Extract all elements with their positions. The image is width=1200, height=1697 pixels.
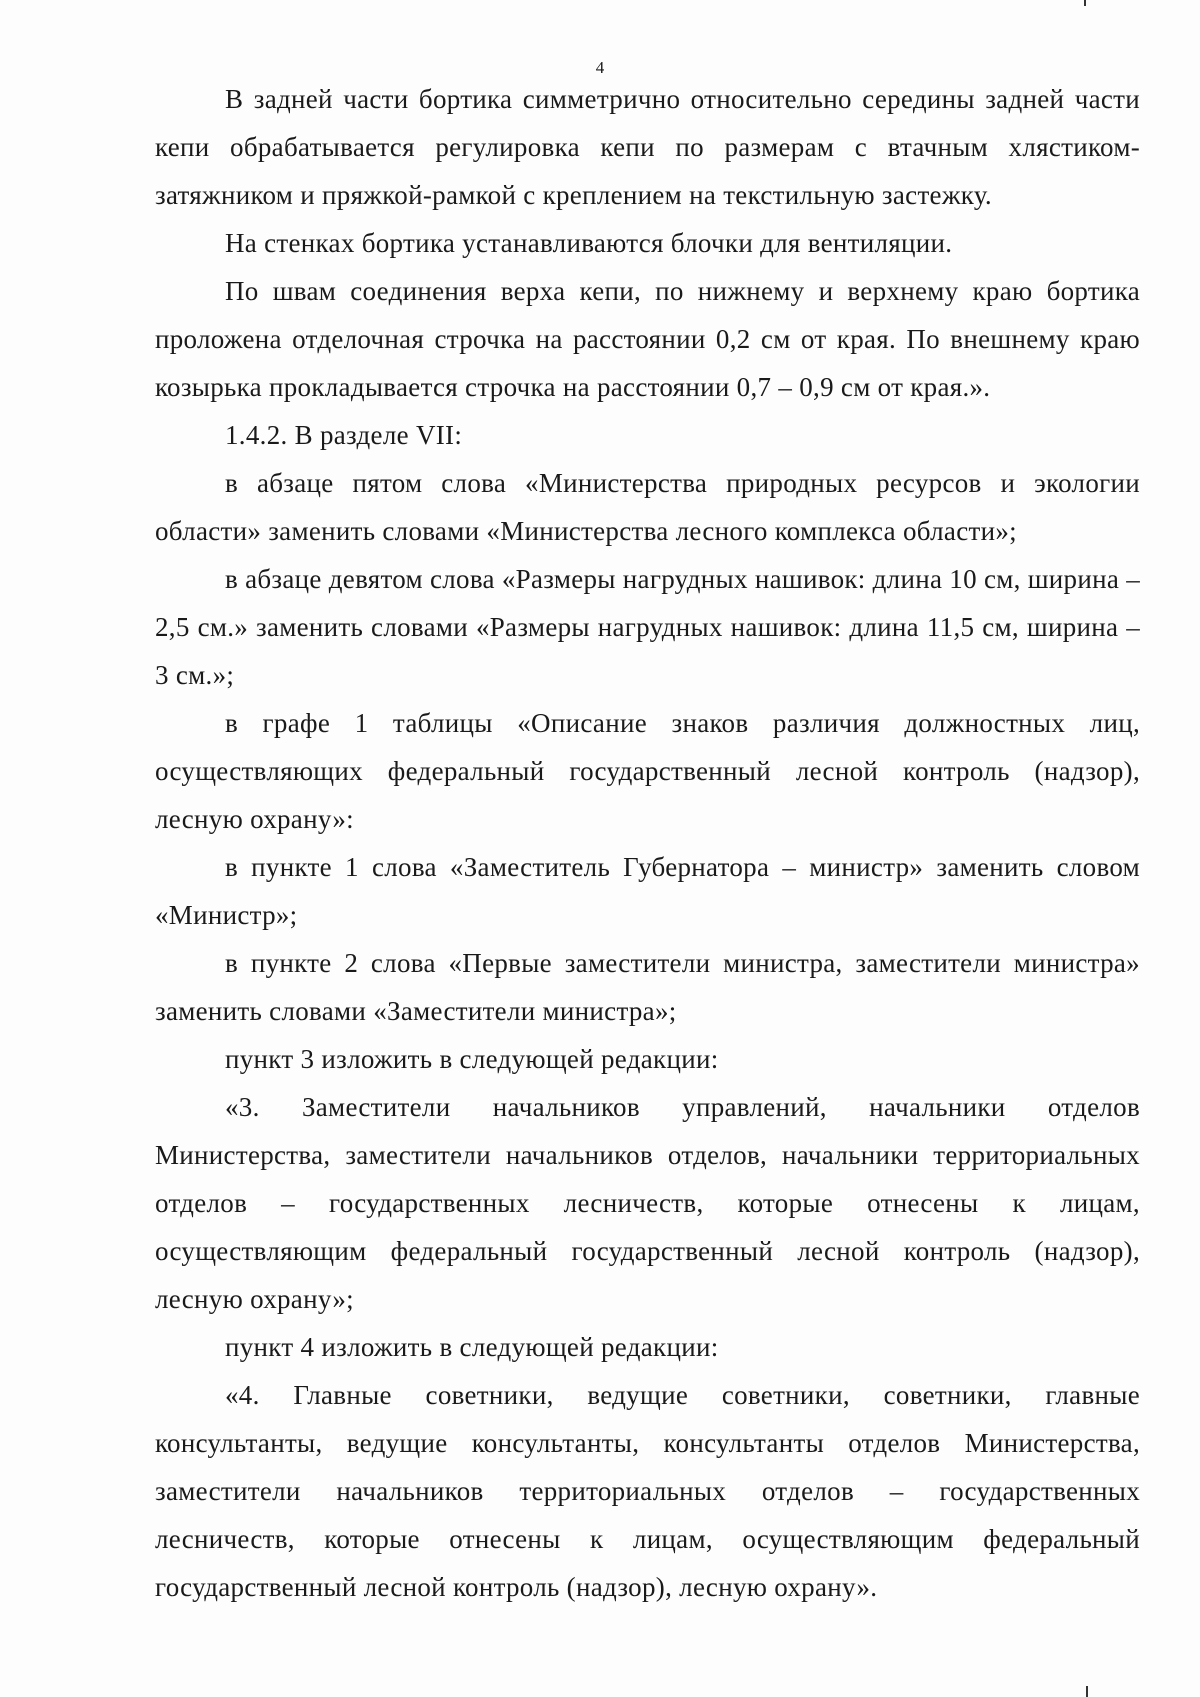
document-body (155, 75, 1140, 1611)
paragraph-stitching: По швам соединения верха кепи, по нижнему и верхнему краю бортика проложена отделочная строчка на расстоянии 0,2 см от края. По внешнему краю козырька прокладывается строчка на расстоянии 0,7 – 0,9 см от края.». (155, 276, 1140, 402)
page-number: 4 (595, 58, 605, 77)
scan-mark-bottom-right (1086, 1686, 1088, 1697)
paragraph-item-2: в пункте 2 слова «Первые заместители министра, заместители министра» заменить словами «Заместители министра»; (155, 948, 1140, 1026)
scan-mark-top-right (1084, 0, 1086, 6)
paragraph-item-4-intro: пункт 4 изложить в следующей редакции: (225, 1332, 719, 1362)
paragraph-item-3-intro: пункт 3 изложить в следующей редакции: (225, 1044, 719, 1074)
paragraph-amendment-5: в абзаце пятом слова «Министерства природных ресурсов и экологии области» заменить словами «Министерства лесного комплекса области»; (155, 468, 1140, 546)
paragraph-item-3-text: «3. Заместители начальников управлений, начальники отделов Министерства, заместители начальников отделов, начальники территориальных отделов – государственных лесничеств, которые отнесены к лицам, осуществляющим федеральный государственный лесной контроль (надзор), лесную охрану»; (155, 1092, 1140, 1314)
paragraph-item-1: в пункте 1 слова «Заместитель Губернатора – министр» заменить словом «Министр»; (155, 852, 1140, 930)
paragraph-section-heading: 1.4.2. В разделе VII: (225, 420, 463, 450)
paragraph-amendment-9: в абзаце девятом слова «Размеры нагрудных нашивок: длина 10 см, ширина – 2,5 см.» заменить словами «Размеры нагрудных нашивок: длина 11,5 см, ширина – 3 см.»; (155, 564, 1140, 690)
paragraph-item-4-text: «4. Главные советники, ведущие советники, советники, главные консультанты, ведущие консультанты, консультанты отделов Министерства, заместители начальников территориальных отделов – государственных лесничеств, которые отнесены к лицам, осуществляющим федеральный государственный лесной контроль (надзор), лесную охрану». (155, 1380, 1140, 1602)
paragraph-table-column: в графе 1 таблицы «Описание знаков различия должностных лиц, осуществляющих федеральный государственный лесной контроль (надзор), лесную охрану»: (155, 708, 1140, 834)
paragraph-ventilation: На стенках бортика устанавливаются блочки для вентиляции. (225, 228, 953, 258)
paragraph-cap-adjustment: В задней части бортика симметрично относительно середины задней части кепи обрабатывается регулировка кепи по размерам с втачным хлястиком-затяжником и пряжкой-рамкой с креплением на текстильную застежку. (155, 84, 1140, 210)
